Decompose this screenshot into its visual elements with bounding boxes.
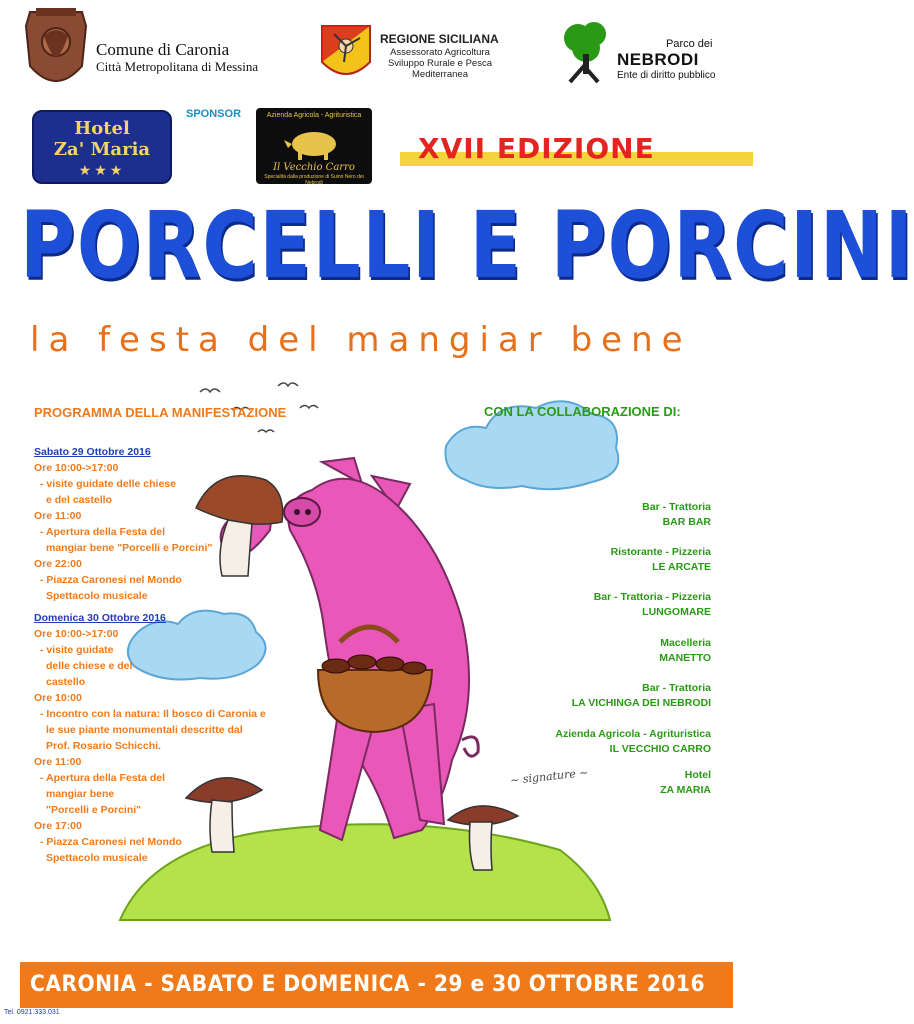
- park-name: NEBRODI: [617, 50, 699, 69]
- program-day1-lines: [34, 460, 212, 604]
- program-line: e del castello: [46, 494, 112, 506]
- program-line: mangiar bene "Porcelli e Porcini": [46, 542, 213, 554]
- program-line: mangiar bene: [46, 788, 115, 800]
- caronia-name: Comune di Caronia: [96, 40, 230, 59]
- program-line: - visite guidate delle chiese: [40, 478, 176, 490]
- program-line: Ore 10:00: [34, 692, 82, 704]
- vecchio-carro-logo: [256, 108, 372, 184]
- hotel-stars: ★★★: [78, 162, 126, 178]
- region-sub-line: Mediterranea: [412, 69, 468, 80]
- collaborator-name: BAR BAR: [662, 516, 711, 528]
- region-sub-line: Assessorato Agricoltura: [390, 47, 490, 58]
- program-line: - Piazza Caronesi nel Mondo: [40, 574, 182, 586]
- collaborator-name: LE ARCATE: [652, 561, 711, 573]
- sicily-trinacria-icon: [318, 22, 374, 84]
- program-line: Ore 11:00: [34, 756, 82, 768]
- program-line: - Incontro con la natura: Il bosco di Caronia e: [40, 708, 266, 720]
- program-heading: PROGRAMMA DELLA MANIFESTAZIONE: [34, 405, 287, 420]
- boar-icon: [284, 122, 344, 162]
- caronia-crest-icon: [22, 6, 90, 94]
- program-line: le sue piante monumentali descritte dal: [46, 724, 243, 736]
- program-day2-lines: [34, 626, 266, 866]
- collaborator-entry: [555, 727, 711, 757]
- park-subtitle: Ente di diritto pubblico: [617, 70, 716, 81]
- telephone: Tel. 0921.333.031: [4, 1009, 60, 1016]
- collaborator-name: ZA MARIA: [660, 784, 711, 796]
- collaborator-type: Hotel: [684, 769, 711, 781]
- event-title: PORCELLI E PORCINI: [20, 192, 914, 299]
- date-banner-text: CARONIA - SABATO E DOMENICA - 29 e 30 OTTOBRE 2016: [30, 972, 705, 997]
- collaborator-type: Ristorante - Pizzeria: [610, 546, 711, 558]
- collaborator-type: Azienda Agricola - Agrituristica: [555, 728, 711, 740]
- program-line: - Apertura della Festa del: [40, 526, 166, 538]
- collaborator-type: Macelleria: [660, 637, 711, 649]
- program-day-label: Sabato 29 Ottobre 2016: [34, 446, 151, 458]
- program-line: Ore 10:00->17:00: [34, 462, 119, 474]
- program-day2: [34, 610, 266, 866]
- collaborator-entry: [594, 590, 711, 620]
- hotel-za-maria-logo: [32, 110, 172, 184]
- nebrodi-tree-icon: [556, 18, 614, 84]
- program-line: - Piazza Caronesi nel Mondo: [40, 836, 182, 848]
- collaboration-heading: CON LA COLLABORAZIONE DI:: [484, 404, 681, 419]
- carro-logo-name: Il Vecchio Carro: [273, 162, 355, 173]
- caronia-subtitle: Città Metropolitana di Messina: [96, 59, 259, 74]
- hotel-logo-line1: Hotel: [74, 118, 130, 139]
- program-line: Ore 17:00: [34, 820, 82, 832]
- program-line: - visite guidate: [40, 644, 114, 656]
- collaborator-entry: [572, 681, 711, 711]
- collaborator-entry: [660, 768, 711, 798]
- program-day1: [34, 444, 212, 604]
- region-subtitle: [380, 47, 500, 80]
- program-line: castello: [46, 676, 86, 688]
- collaborator-entry: [642, 500, 711, 530]
- event-subtitle: la festa del mangiar bene: [30, 320, 692, 360]
- collaborator-entry: [611, 545, 711, 575]
- program-day-label: Domenica 30 Ottobre 2016: [34, 612, 166, 624]
- program-line: delle chiese e del: [46, 660, 133, 672]
- collaborator-name: LA VICHINGA DEI NEBRODI: [571, 697, 711, 709]
- collaborator-name: MANETTO: [659, 652, 711, 664]
- collaborator-name: LUNGOMARE: [642, 606, 711, 618]
- program-line: Prof. Rosario Schicchi.: [46, 740, 161, 752]
- program-line: Spettacolo musicale: [46, 590, 148, 602]
- region-sub-line: Sviluppo Rurale e Pesca: [387, 58, 493, 69]
- program-line: "Porcelli e Porcini": [46, 804, 142, 816]
- program-line: Spettacolo musicale: [46, 852, 148, 864]
- collaborator-type: Bar - Trattoria: [642, 682, 711, 694]
- region-name: REGIONE SICILIANA: [380, 32, 499, 46]
- carro-logo-top: Azienda Agricola - Agrituristica: [266, 112, 362, 119]
- collaborator-type: Bar - Trattoria: [642, 501, 711, 513]
- sponsor-label: SPONSOR: [186, 108, 242, 120]
- collaborator-name: IL VECCHIO CARRO: [609, 743, 711, 755]
- program-line: - Apertura della Festa del: [40, 772, 166, 784]
- program-line: Ore 10:00->17:00: [34, 628, 119, 640]
- collaborator-type: Bar - Trattoria - Pizzeria: [593, 591, 711, 603]
- edition-label: XVII EDIZIONE: [418, 132, 655, 165]
- collaborator-entry: [659, 636, 711, 666]
- hotel-logo-line2: Za' Maria: [53, 139, 151, 160]
- park-prefix: Parco dei: [666, 38, 713, 50]
- program-line: Ore 11:00: [34, 510, 82, 522]
- artist-signature: ~ signature ~: [509, 765, 590, 788]
- carro-logo-sub: Specialità dalla produzione di Suino Nero dei Nebrodi: [264, 174, 364, 186]
- program-line: Ore 22:00: [34, 558, 82, 570]
